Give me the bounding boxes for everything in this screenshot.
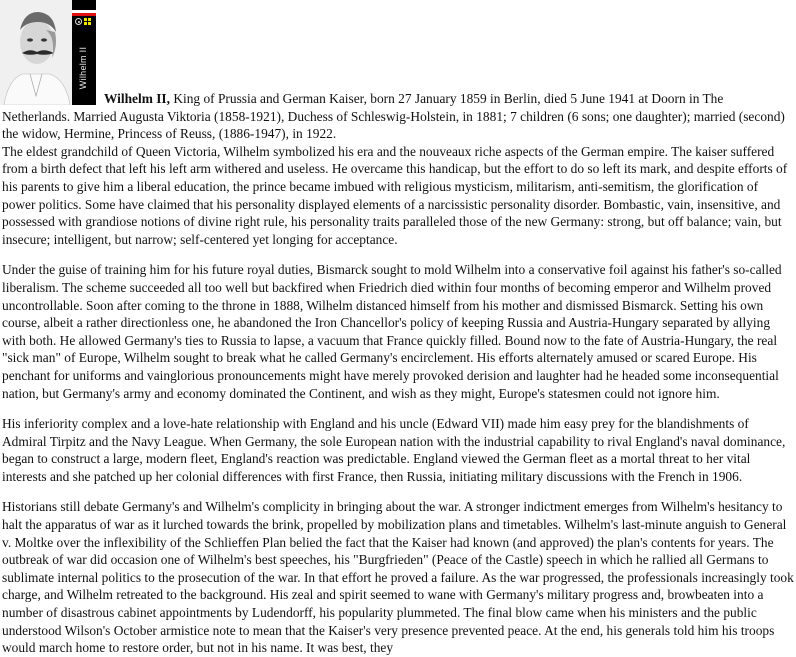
strip-label: Wilhelm II	[78, 46, 89, 90]
title-strip	[72, 0, 96, 105]
target-icon	[75, 18, 82, 25]
iron-cross-icon	[84, 18, 91, 25]
paragraph-childhood: The eldest grandchild of Queen Victoria, Wilhelm symbolized his era and the nouveaux riche aspects of the German empire. The kaiser suffered from a birth defect that left his left arm withered and useless. He overcame this handicap, but the effort to do so left its mark, and despite efforts of his parents to give him a liberal education, the prince became imbued with religious mysticism, militarism, anti-semitism, the glorification of power politics. Some have claimed that his personality displayed elements of a narcissistic personality disorder. Bombastic, vain, insensitive, and possessed with grandiose notions of divine right rule, his personality traits paralleled those of the new Germany: strong, but off balance; vain, but insecure; intelligent, but narrow; self-centered yet longing for acceptance.	[2, 143, 788, 247]
flag-band-red	[72, 13, 96, 16]
portrait-image	[0, 0, 72, 105]
paragraph-bismarck: Under the guise of training him for his future royal duties, Bismarck sought to mold Wilhelm into a conservative foil against his father's so-called liberalism. The scheme succeeded all too well but backfired when Friedrich died within four months of becoming emperor and Wilhelm proved uncontrollable. Soon after coming to the throne in 1888, Wilhelm distanced himself from his mother and dismissed Bismarck. Setting his own course, albeit a rather directionless one, he abandoned the Iron Chancellor's policy of keeping Russia and Austria-Hungary separated by allying with both. He allowed Germany's ties to Russia to lapse, a vacuum that France quickly filled. Bound now to the fate of Austria-Hungary, the real "sick man" of Europe, Wilhelm sought to break what he called Germany's encirclement. His efforts alternately amused or scared Europe. His penchant for uniforms and vainglorious pronouncements might have merely provoked derision and laughter had he headed some inconsequential nation, but Germany's army and economy dominated the Continent, and wish as they might, Europe's statesmen could not ignore him.	[2, 262, 782, 401]
portrait-banner	[2, 0, 96, 105]
lead-text: King of Prussia and German Kaiser, born 27 January 1859 in Berlin, died 5 June 1941 at Doorn in The Netherlands. Married Augusta Viktoria (1858-1921), Duchess of Schleswig-Holstein, in 1881; 7 children (6 sons; one daughter); married (second) the widow, Hermine, Princess of Reuss, (1886-1947), in 1922.	[2, 91, 785, 142]
article-header	[2, 0, 794, 143]
subject-name: Wilhelm II,	[104, 91, 170, 106]
paragraph-navy: His inferiority complex and a love-hate relationship with England and his uncle (Edward VII) made him easy prey for the blandishments of Admiral Tirpitz and the Navy League. When Germany, the sole European nation with the industrial capability to rival England's naval dominance, began to construct a large, modern fleet, England's reaction was predictable. England viewed the German fleet as a mortal threat to her vital interests and she patched up her colonial differences with first France, then Russia, initiating military discussions with the French in 1906.	[2, 416, 786, 484]
paragraph-war: Historians still debate Germany's and Wilhelm's complicity in bringing about the war. A stronger indictment emerges from Wilhelm's hesitancy to halt the apparatus of war as it lurched towards the brink, propelled by mobilization plans and timetables. Wilhelm's last-minute anguish to General v. Moltke over the inflexibility of the Schlieffen Plan belied the fact that the Kaiser had known (and approved) the plan's contents for years. The outbreak of war did occasion one of Wilhelm's best speeches, his "Burgfrieden" (Peace of the Castle) speech in which he rallied all Germans to sublimate internal politics to the prosecution of the war. In that effort he proved a failure. As the war progressed, the professionals increasingly took charge, and Wilhelm retreated to the background. His zeal and spirit seemed to wane with Germany's military progress and, browbeaten into a number of disastrous cabinet appointments by Ludendorff, his popularity plummeted. The final blow came when his ministers and the public understood Wilson's October armistice note to mean that the Kaiser's very presence prevented peace. At the end, his generals told him his troops would march home to restore order, but not in his name. It was best, they	[2, 499, 794, 656]
lead-paragraph	[2, 0, 794, 143]
